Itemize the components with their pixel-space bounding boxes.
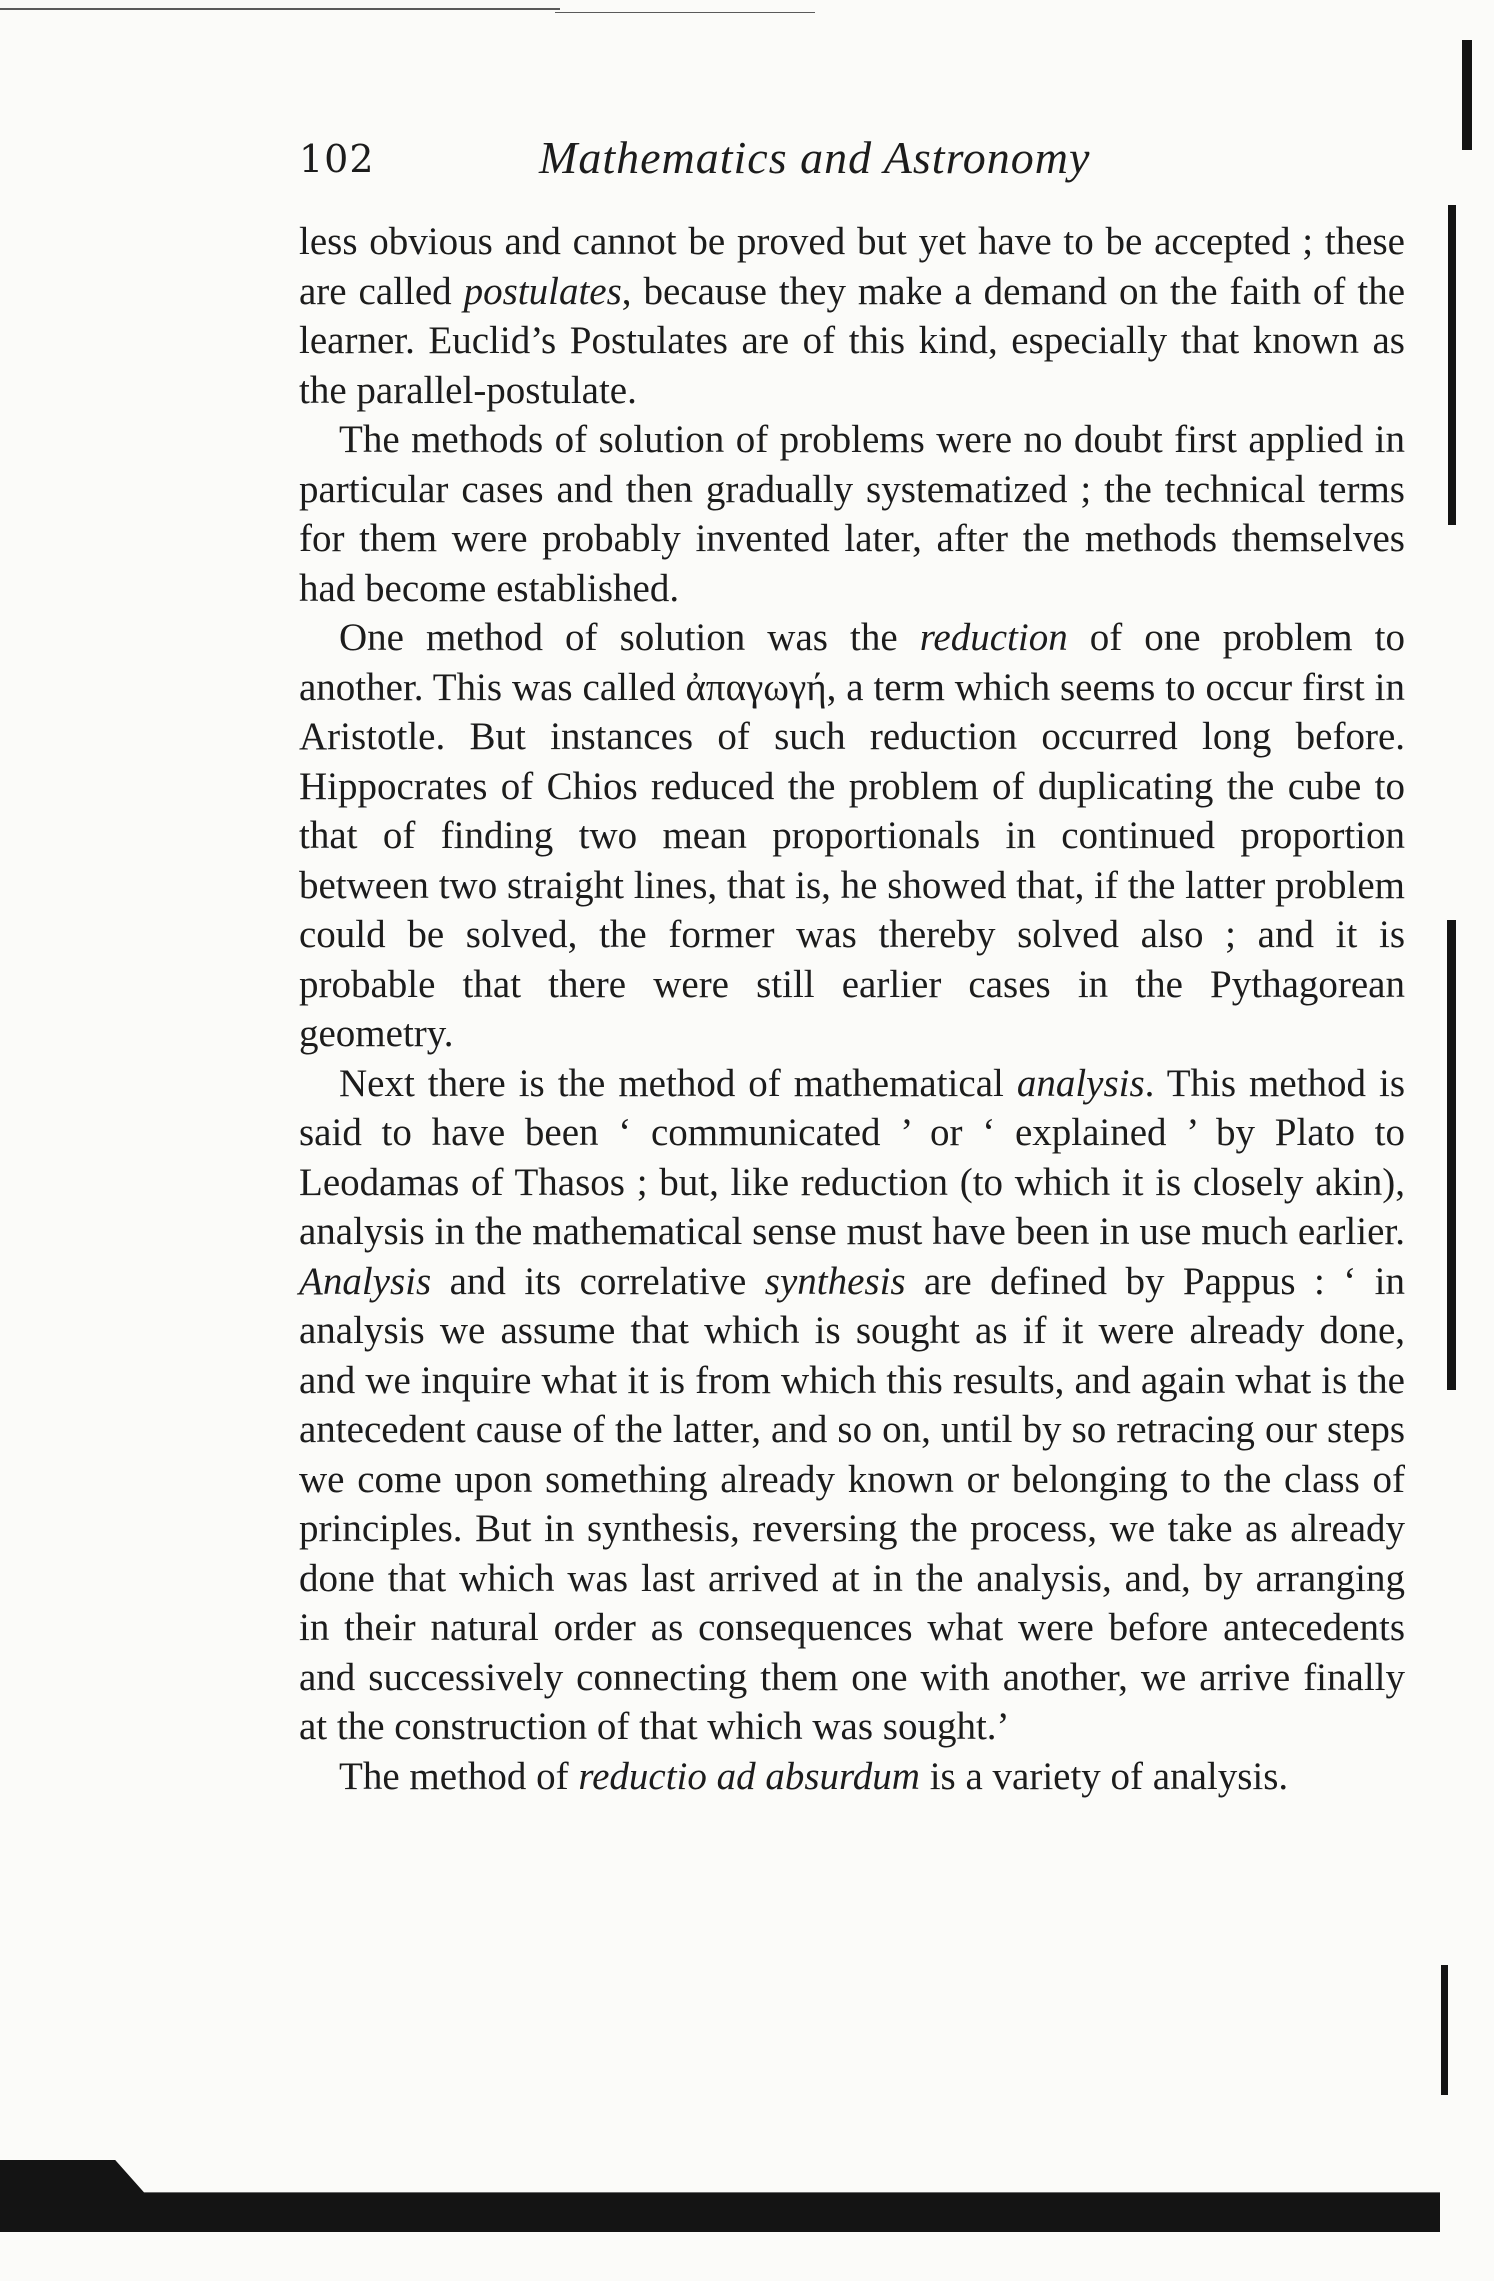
text-run: The method of bbox=[339, 1754, 579, 1798]
paragraph bbox=[299, 415, 1405, 613]
italic-term: analysis bbox=[1016, 1061, 1145, 1105]
running-title: Mathematics and Astronomy bbox=[539, 132, 1091, 183]
text-run: and its correlative bbox=[431, 1259, 765, 1303]
top-rule bbox=[0, 8, 560, 10]
text-run: less obvious and cannot be proved but yet have to be accepted ; these are called bbox=[299, 220, 1405, 313]
book-page bbox=[299, 125, 1405, 1801]
text-run: of one problem to another. This was called ἀπαγωγή, a term which seems to occur first in Aristotle. But instances of such reduction occurred long before. Hippocrates of Chios reduced the problem of duplicating the cube to that of finding two mean proportionals in continued proportion between two straight lines, that is, he showed that, if the latter problem could be solved, the former was thereby solved also ; and it is probable that there were still earlier cases in the Pythagorean geometry. bbox=[299, 616, 1405, 1055]
paragraph bbox=[299, 1059, 1405, 1752]
text-run: The methods of solution of problems were no doubt first applied in particular cases and then gradually systematized ; the technical terms for them were probably invented later, after the methods themselves had become established. bbox=[299, 418, 1405, 610]
top-rule bbox=[555, 12, 815, 13]
scan-mark bbox=[1448, 205, 1456, 525]
scan-mark bbox=[1447, 920, 1456, 1390]
italic-term: postulates bbox=[463, 269, 622, 313]
text-run: is a variety of analysis. bbox=[919, 1754, 1289, 1798]
italic-term: Analysis bbox=[299, 1259, 432, 1303]
italic-term: synthesis bbox=[764, 1259, 906, 1303]
paragraph bbox=[299, 217, 1405, 415]
scan-mark bbox=[1441, 1965, 1448, 2095]
body-text bbox=[299, 217, 1405, 1801]
text-run: One method of solution was the bbox=[339, 616, 920, 659]
bottom-scan-band bbox=[0, 2160, 1440, 2232]
page-header bbox=[299, 125, 1405, 213]
italic-term: reduction bbox=[919, 616, 1068, 659]
text-run: , because they make a demand on the faith of the learner. Euclid’s Postulates are of this kind, especially that known as the parallel-postulate. bbox=[299, 269, 1406, 412]
italic-term: reductio ad absurdum bbox=[578, 1754, 920, 1798]
scan-mark bbox=[1462, 40, 1472, 150]
text-run: . This method is said to have been ‘ communicated ’ or ‘ explained ’ by Plato to Leodamas of Thasos ; but, like reduction (to which it is closely akin), analysis in the mathematical sense must have been in use much earlier. bbox=[299, 1061, 1405, 1253]
text-run: are defined by Pappus : ‘ in analysis we assume that which is sought as if it were already done, and we inquire what it is from which this results, and again what is the antecedent cause of the latter, and so on, until by so retracing our steps we come upon something already known or belonging to the class of principles. But in synthesis, reversing the process, we take as already done that which was last arrived at in the analysis, and, by arranging in their natural order as consequences what were before antecedents and successively connecting them one with another, we arrive finally at the construction of that which was sought.’ bbox=[299, 1259, 1405, 1748]
paragraph bbox=[299, 613, 1405, 1059]
text-run: Next there is the method of mathematical bbox=[339, 1061, 1017, 1105]
page-number: 102 bbox=[299, 137, 375, 181]
paragraph bbox=[299, 1752, 1405, 1802]
